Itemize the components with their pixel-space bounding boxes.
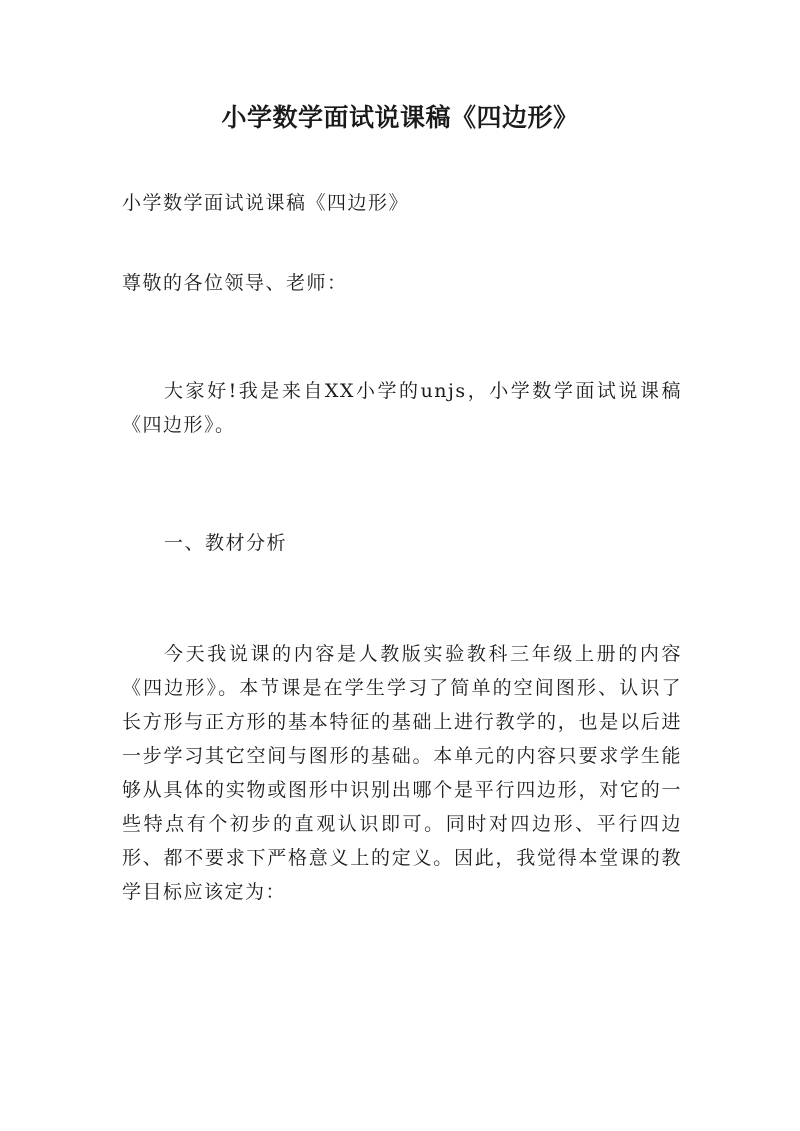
document-title: 小学数学面试说课稿《四边形》 <box>221 103 579 132</box>
intro-paragraph: 大家好!我是来自XX小学的unjs，小学数学面试说课稿《四边形》。 <box>122 380 682 436</box>
section-heading-textbook-analysis: 一、教材分析 <box>164 532 288 554</box>
body-paragraph: 今天我说课的内容是人教版实验教科三年级上册的内容《四边形》。本节课是在学生学习了简单的空间图形、认识了长方形与正方形的基本特征的基础上进行教学的，也是以后进一步学习其它空间与图形的基础。本单元的内容只要求学生能够从具体的实物或图形中识别出哪个是平行四边形，对它的一些特点有个初步的直观认识即可。同时对四边形、平行四边形、都不要求下严格意义上的定义。因此，我觉得本堂课的教学目标应该定为： <box>122 643 682 903</box>
subtitle-paragraph: 小学数学面试说课稿《四边形》 <box>122 192 410 214</box>
greeting-paragraph: 尊敬的各位领导、老师： <box>122 272 348 294</box>
